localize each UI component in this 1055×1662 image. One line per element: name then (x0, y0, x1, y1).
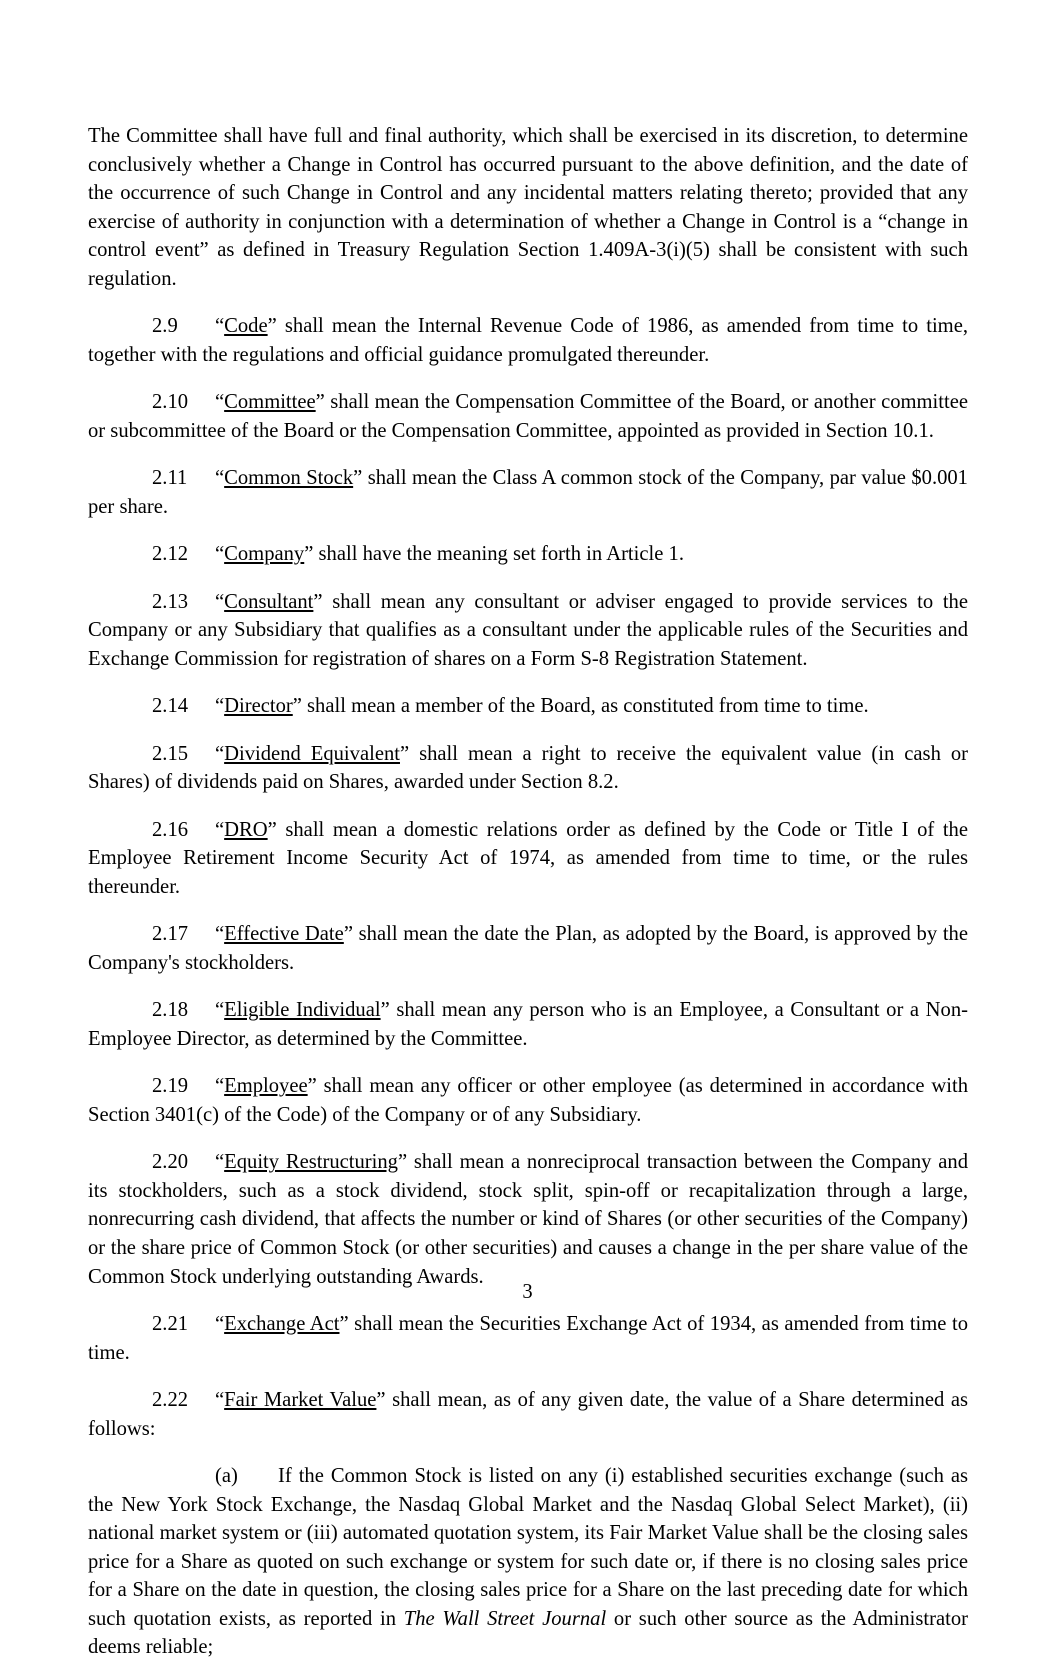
paragraph-section-2-16 (88, 816, 968, 902)
paragraph-section-2-20 (88, 1148, 968, 1291)
section-number: 2.16 (152, 818, 189, 841)
close-quote: ” (353, 467, 363, 490)
defined-term: Dividend Equivalent (224, 742, 400, 765)
definition-text: shall mean a right to receive the equivalent value (in cash or Shares) of dividends paid on Shares, awarded under Section 8.2. (88, 742, 968, 794)
paragraph-section-2-22 (88, 1386, 968, 1443)
section-number: 2.21 (152, 1313, 189, 1336)
close-quote: ” (304, 543, 314, 566)
open-quote: “ (215, 543, 225, 566)
open-quote: “ (215, 818, 225, 841)
defined-term: Exchange Act (224, 1313, 340, 1336)
paragraph-section-2-22-a (88, 1462, 968, 1662)
defined-term: Code (224, 315, 268, 338)
paragraph-section-2-9 (88, 312, 968, 369)
close-quote: ” (292, 695, 302, 718)
section-number: 2.14 (152, 695, 189, 718)
paragraph-section-2-14 (88, 692, 968, 721)
open-quote: “ (215, 1075, 225, 1098)
definition-text: shall have the meaning set forth in Article 1. (313, 543, 684, 566)
defined-term: Common Stock (224, 467, 354, 490)
section-number: 2.13 (152, 590, 189, 613)
definition-text: shall mean the date the Plan, as adopted by the Board, is approved by the Company's stockholders. (88, 923, 968, 974)
close-quote: ” (399, 742, 410, 765)
section-number: 2.11 (152, 467, 188, 490)
defined-term: Effective Date (224, 923, 344, 946)
subsection-text-before: If the Common Stock is listed on any (i) established securities exchange (such as the New York Stock Exchange, the Nasdaq Global Market and the Nasdaq Global Select Market), (ii) national market system or (iii) automated quotation system, its Fair Market Value shall be the closing sales price for a Share as quoted on such exchange or system for such date or, if there is no closing sales price for a Share on the date in question, the closing sales price for a Share on the last preceding date for which such quotation exists, as reported in (88, 1465, 968, 1630)
paragraph-section-2-19 (88, 1072, 968, 1129)
section-number: 2.9 (152, 315, 178, 338)
defined-term: Equity Restructuring (224, 1151, 398, 1174)
page-footer (0, 1282, 1055, 1303)
close-quote: ” (267, 818, 277, 841)
paragraph-section-2-18 (88, 996, 968, 1053)
section-number: 2.18 (152, 999, 189, 1022)
defined-term: Eligible Individual (224, 999, 381, 1022)
open-quote: “ (215, 315, 225, 338)
section-number: 2.17 (152, 923, 189, 946)
open-quote: “ (215, 742, 225, 765)
close-quote: ” (307, 1075, 317, 1098)
open-quote: “ (215, 467, 225, 490)
definition-text: shall mean a member of the Board, as constituted from time to time. (301, 695, 869, 718)
definition-text: shall mean the Securities Exchange Act of 1934, as amended from time to time. (88, 1313, 969, 1364)
definition-text: shall mean any person who is an Employee, a Consultant or a Non-Employee Director, as determined by the Committee. (88, 999, 968, 1050)
definition-text: shall mean a nonreciprocal transaction between the Company and its stockholders, such as a stock dividend, stock split, spin-off or recapitalization through a large, nonrecurring cash dividend, that affects the number or kind of Shares (or other securities of the Company) or the share price of Common Stock (or other securities) and causes a change in the per share value of the Common Stock underlying outstanding Awards. (88, 1151, 968, 1288)
close-quote: ” (380, 999, 390, 1022)
paragraph-section-2-21 (88, 1310, 968, 1367)
definition-text: shall mean, as of any given date, the value of a Share determined as follows: (88, 1389, 968, 1440)
open-quote: “ (215, 590, 225, 613)
paragraph-section-2-12 (88, 540, 968, 569)
paragraph-section-2-11 (88, 464, 968, 521)
close-quote: ” (267, 315, 277, 338)
defined-term: Employee (224, 1075, 308, 1098)
open-quote: “ (215, 1389, 225, 1412)
section-number: 2.12 (152, 543, 189, 566)
definition-text: shall mean the Class A common stock of the Company, par value $0.001 per share. (88, 467, 968, 518)
close-quote: ” (339, 1313, 349, 1336)
definition-text: shall mean any consultant or adviser engaged to provide services to the Company or any Subsidiary that qualifies as a consultant under the applicable rules of the Securities and Exchange Commission for registration of shares on a Form S-8 Registration Statement. (88, 590, 968, 670)
close-quote: ” (376, 1389, 386, 1412)
section-number: 2.22 (152, 1389, 189, 1412)
open-quote: “ (215, 695, 225, 718)
paragraph-section-2-15 (88, 740, 968, 797)
open-quote: “ (215, 923, 225, 946)
defined-term: Committee (224, 391, 316, 414)
defined-term: DRO (224, 818, 268, 841)
definition-text: shall mean a domestic relations order as defined by the Code or Title I of the Employee Retirement Income Security Act of 1974, as amended from time to time, or the rules thereunder. (88, 818, 968, 898)
open-quote: “ (215, 391, 225, 414)
page-number: 3 (522, 1281, 533, 1303)
close-quote: ” (315, 391, 325, 414)
publication-title: The Wall Street Journal (403, 1607, 607, 1630)
definition-text: shall mean the Compensation Committee of the Board, or another committee or subcommittee of the Board or the Compensation Committee, appointed as provided in Section 10.1. (88, 391, 968, 442)
open-quote: “ (215, 999, 225, 1022)
defined-term: Consultant (224, 590, 314, 613)
definition-text: shall mean the Internal Revenue Code of 1986, as amended from time to time, together with the regulations and official guidance promulgated thereunder. (88, 315, 968, 366)
subsection-letter: (a) (215, 1465, 238, 1488)
section-number: 2.10 (152, 391, 189, 414)
close-quote: ” (397, 1151, 408, 1174)
open-quote: “ (215, 1313, 225, 1336)
open-quote: “ (215, 1151, 225, 1174)
document-body (88, 122, 968, 1662)
section-number: 2.15 (152, 742, 189, 765)
paragraph-section-2-17 (88, 920, 968, 977)
paragraph-section-2-10 (88, 388, 968, 445)
paragraph-intro: The Committee shall have full and final authority, which shall be exercised in its discretion, to determine conclusively whether a Change in Control has occurred pursuant to the above definition, and the date of the occurrence of such Change in Control and any incidental matters relating thereto; provided that any exercise of authority in conjunction with a determination of whether a Change in Control is a “change in control event” as defined in Treasury Regulation Section 1.409A-3(i)(5) shall be consistent with such regulation. (88, 125, 968, 290)
section-number: 2.19 (152, 1075, 189, 1098)
close-quote: ” (343, 923, 353, 946)
defined-term: Director (224, 695, 293, 718)
section-number: 2.20 (152, 1151, 189, 1174)
defined-term: Fair Market Value (224, 1389, 377, 1412)
defined-term: Company (224, 543, 305, 566)
close-quote: ” (313, 590, 323, 613)
definition-text: shall mean any officer or other employee (as determined in accordance with Section 3401(c) of the Code) of the Company or of any Subsidiary. (88, 1075, 968, 1126)
paragraph-section-2-13 (88, 588, 968, 674)
subsection-text-after: or such other source as the Administrator deems reliable; (88, 1607, 968, 1659)
